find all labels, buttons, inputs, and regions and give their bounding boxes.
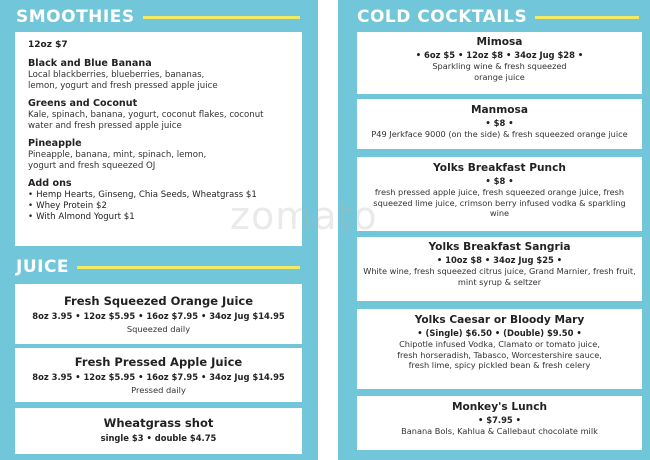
cocktails-heading-text: COLD COCKTAILS [357,7,528,27]
smoothie-item [28,138,292,172]
juice-heading [16,255,300,279]
smoothie-desc: Pineapple, banana, mint, spinach, lemon, yogurt and fresh squeezed OJ [28,150,207,171]
cocktail-desc: White wine, fresh squeezed citrus juice, Grand Marnier, fresh fruit, mint syrup & seltzer [363,266,636,287]
cocktail-name: Yolks Breakfast Sangria [428,241,571,253]
smoothies-card [15,32,302,246]
cocktail-name: Yolks Breakfast Punch [433,162,566,174]
cocktail-card-breakfast-punch [357,157,642,231]
cocktail-desc: P49 Jerkface 9000 (on the side) & fresh squeezed orange juice [371,129,628,139]
cocktail-desc: Banana Bols, Kahlua & Callebaut chocolate milk [401,426,598,436]
juice-card-orange [15,284,302,344]
juice-price: 8oz 3.95 • 12oz $5.95 • 16oz $7.95 • 34oz Jug $14.95 [32,372,285,382]
cocktail-card-breakfast-sangria [357,237,642,301]
addon-item: • With Almond Yogurt $1 [28,212,292,223]
cocktail-card-caesar [357,309,642,389]
cocktail-price: • 6oz $5 • 12oz $8 • 34oz Jug $28 • [415,49,584,60]
juice-card-apple [15,348,302,402]
cocktail-card-mimosa [357,32,642,94]
left-column [10,0,300,460]
smoothie-name: Greens and Coconut [28,98,138,109]
cocktail-name: Mimosa [476,36,523,48]
cocktail-price: • 10oz $8 • 34oz Jug $25 • [436,254,563,265]
juice-price: single $3 • double $4.75 [100,433,217,443]
column-divider [318,0,338,460]
cocktails-heading [357,5,639,29]
addon-item: • Whey Protein $2 [28,201,292,212]
cocktail-price: • (Single) $6.50 • (Double) $9.50 • [417,327,582,338]
smoothies-heading-text: SMOOTHIES [16,7,135,27]
smoothie-item [28,58,292,92]
cocktail-card-monkeys-lunch [357,396,642,450]
juice-price: 8oz 3.95 • 12oz $5.95 • 16oz $7.95 • 34oz Jug $14.95 [32,311,285,321]
smoothie-name: Black and Blue Banana [28,58,152,69]
addon-item: • Hemp Hearts, Ginseng, Chia Seeds, Wheatgrass $1 [28,190,292,201]
juice-name: Fresh Pressed Apple Juice [74,355,243,369]
juice-note: Pressed daily [131,385,186,395]
smoothie-desc: Kale, spinach, banana, yogurt, coconut flakes, coconut water and fresh pressed apple juice [28,110,264,131]
smoothie-name: Pineapple [28,138,82,149]
cocktail-name: Monkey's Lunch [451,401,548,413]
smoothie-item [28,98,292,132]
juice-note: Squeezed daily [126,324,191,334]
cocktail-price: • $8 • [485,175,514,186]
cocktail-name: Manmosa [470,104,528,116]
addons-list [28,190,292,223]
cocktail-price: • $8 • [485,117,514,128]
juice-card-wheatgrass [15,408,302,454]
cocktail-card-manmosa [357,99,642,149]
cocktail-desc: Chipotle infused Vodka, Clamato or tomato juice, fresh horseradish, Tabasco, Worcestershire sauce, fresh lime, spicy pickled bean & fresh celery [397,339,602,370]
watermark-text: zomato [230,194,378,238]
cocktail-desc: Sparkling wine & fresh squeezed orange juice [432,61,567,82]
heading-accent-bar [535,16,639,19]
heading-accent-bar [77,266,300,269]
smoothies-price: 12oz $7 [28,40,68,50]
heading-accent-bar [143,16,300,19]
cocktail-desc: fresh pressed apple juice, fresh squeezed orange juice, fresh squeezed lime juice, crimson berry infused vodka & sparkling wine [373,187,626,218]
juice-name: Wheatgrass shot [103,416,214,430]
cocktail-name: Yolks Caesar or Bloody Mary [414,314,585,326]
cocktail-price: • $7.95 • [477,414,522,425]
juice-name: Fresh Squeezed Orange Juice [63,294,254,308]
juice-heading-text: JUICE [16,257,70,277]
smoothies-heading [16,5,300,29]
smoothie-desc: Local blackberries, blueberries, bananas, lemon, yogurt and fresh pressed apple juice [28,70,218,91]
right-column [345,0,642,460]
addons-title: Add ons [28,178,72,189]
